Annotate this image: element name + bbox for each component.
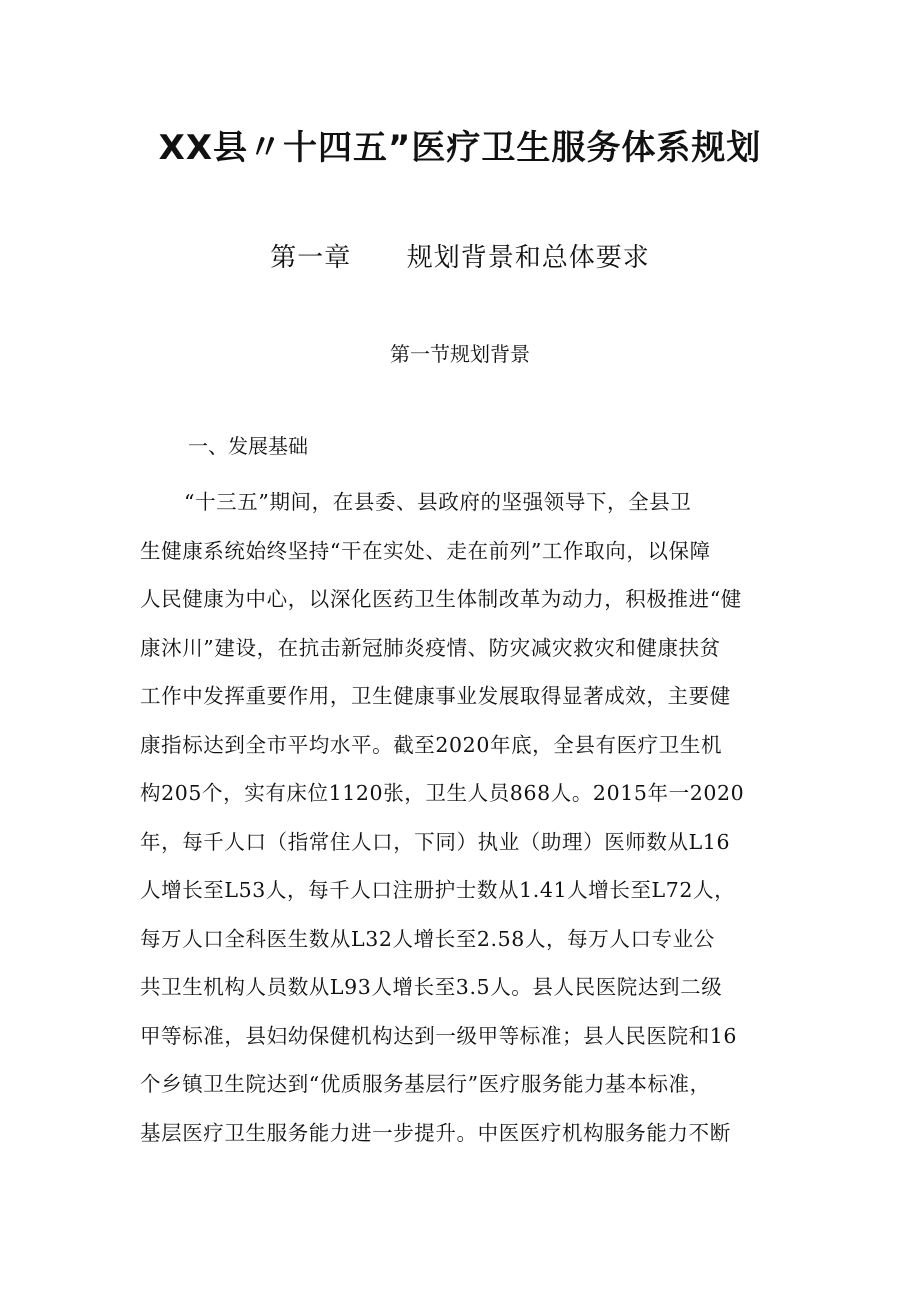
body-line: 构205个，实有床位1120张，卫生人员868人。2015年一2020 <box>140 781 745 805</box>
body-line: 个乡镇卫生院达到“优质服务基层行”医疗服务能力基本标准， <box>140 1072 711 1096</box>
body-line: 共卫生机构人员数从L93人增长至3.5人。县人民医院达到二级 <box>140 975 723 999</box>
body-line: 康沐川”建设，在抗击新冠肺炎疫情、防灾减灾救灾和健康扶贫 <box>140 635 721 660</box>
subheading: 一、发展基础 <box>188 434 308 458</box>
body-line: 甲等标准，县妇幼保健机构达到一级甲等标准；县人民医院和16 <box>140 1023 737 1048</box>
body-line: 每万人口全科医生数从L32人增长至2.58人，每万人口专业公 <box>140 926 715 951</box>
body-line: 人增长至L53人，每千人口注册护士数从1.41人增长至L72人， <box>140 878 736 902</box>
body-line: 工作中发挥重要作用，卫生健康事业发展取得显著成效，主要健 <box>140 684 731 708</box>
body-line: “十三五”期间，在县委、县政府的坚强领导下，全县卫 <box>184 490 692 514</box>
body-line: 人民健康为中心，以深化医药卫生体制改革为动力，积极推进“健 <box>140 587 742 611</box>
section-heading: 第一节规划背景 <box>390 342 530 366</box>
body-line: 基层医疗卫生服务能力进一步提升。中医医疗机构服务能力不断 <box>140 1120 731 1145</box>
body-paragraph <box>140 478 790 1157</box>
body-line: 生健康系统始终坚持“干在实处、走在前列”工作取向，以保障 <box>140 538 711 563</box>
document-title: XX县〃十四五”医疗卫生服务体系规划 <box>158 128 762 168</box>
chapter-heading: 第一章 规划背景和总体要求 <box>270 243 650 273</box>
body-line: 年，每千人口（指常住人口，下同）执业（助理）医师数从L16 <box>140 829 731 854</box>
body-line: 康指标达到全市平均水平。截至2020年底，全县有医疗卫生机 <box>140 732 723 757</box>
